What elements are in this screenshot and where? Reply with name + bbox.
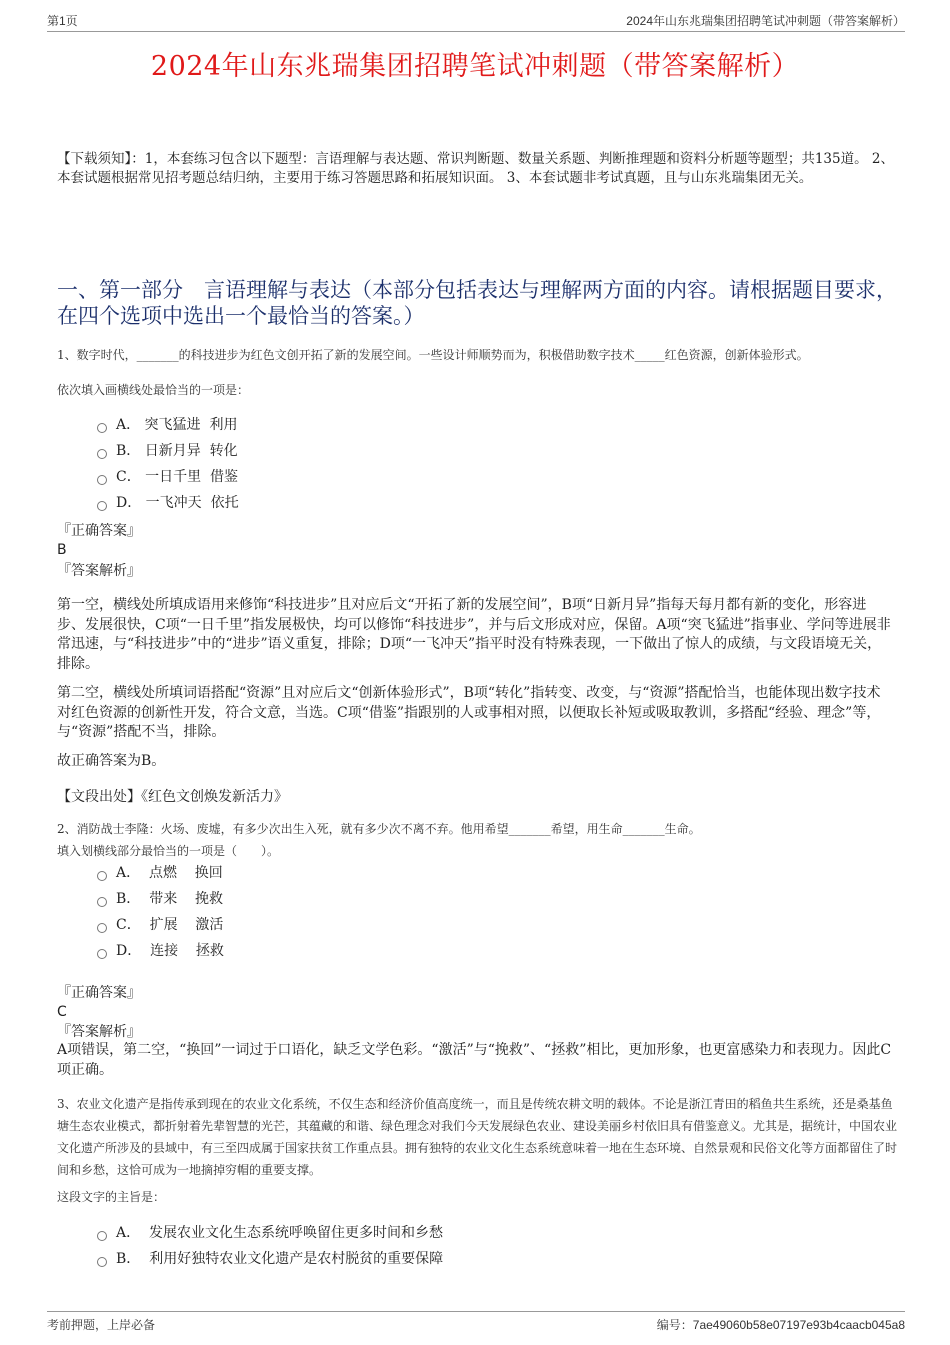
radio-icon[interactable] <box>97 1257 107 1267</box>
q1-option-b[interactable]: B． 日新月异 转化 <box>97 438 239 464</box>
q1-option-c[interactable]: C． 一日千里 借鉴 <box>97 464 239 490</box>
radio-icon[interactable] <box>97 897 107 907</box>
section-heading: 一、第一部分 言语理解与表达（本部分包括表达与理解两方面的内容。请根据题目要求，在四个选项中选出一个最恰当的答案。） <box>57 278 897 328</box>
q2-options <box>97 860 224 964</box>
q2-analysis-label: 『答案解析』 <box>57 1024 141 1040</box>
radio-icon[interactable] <box>97 449 107 459</box>
q3-options <box>97 1220 443 1272</box>
q1-option-a[interactable]: A． 突飞猛进 利用 <box>97 412 239 438</box>
footer-slogan: 考前押题，上岸必备 <box>47 1318 156 1332</box>
q1-source: 【文段出处】《红色文创焕发新活力》 <box>57 789 288 805</box>
radio-icon[interactable] <box>97 949 107 959</box>
q1-answer: B <box>57 542 67 558</box>
footer-doc-id: 编号：7ae49060b58e07197e93b4caacb045a8 <box>656 1318 905 1332</box>
q2-option-a[interactable]: A． 点燃 换回 <box>97 860 224 886</box>
header-doc-title: 2024年山东兆瑞集团招聘笔试冲刺题（带答案解析） <box>626 14 905 28</box>
q1-analysis-conclusion: 故正确答案为B。 <box>57 753 166 769</box>
footer-divider <box>47 1311 905 1312</box>
q2-option-b[interactable]: B． 带来 挽救 <box>97 886 224 912</box>
q1-options <box>97 412 239 516</box>
q2-answer-label: 『正确答案』 <box>57 985 141 1001</box>
header-divider <box>47 31 905 32</box>
q2-stem: 2、消防战士李隆：火场、废墟，有多少次出生入死，就有多少次不离不弃。他用希望_______希望，用生命_______生命。 <box>57 822 701 836</box>
radio-icon[interactable] <box>97 501 107 511</box>
radio-icon[interactable] <box>97 423 107 433</box>
q1-analysis-p1: 第一空，横线处所填成语用来修饰“科技进步”且对应后文“开拓了新的发展空间”，B项“日新月异”指每天每月都有新的变化，形容进步、发展很快，C项“一日千里”指发展极快，均可以修饰“科技进步”，并与后文形成对应，保留。A项“突飞猛进”指事业、学问等进展非常迅速，与“科技进步”中的“进步”语义重复，排除；D项“一飞冲天”指平时没有特殊表现，一下做出了惊人的成绩，与文段语境无关，排除。 <box>57 597 891 672</box>
q1-stem: 1、数字时代，_______的科技进步为红色文创开拓了新的发展空间。一些设计师顺势而为，积极借助数字技术_____红色资源，创新体验形式。 <box>57 348 809 362</box>
q3-option-b[interactable]: B． 利用好独特农业文化遗产是农村脱贫的重要保障 <box>97 1246 443 1272</box>
page-title: 2024年山东兆瑞集团招聘笔试冲刺题（带答案解析） <box>150 51 800 82</box>
radio-icon[interactable] <box>97 923 107 933</box>
page-number: 第1页 <box>47 14 78 28</box>
q1-option-d[interactable]: D． 一飞冲天 依托 <box>97 490 239 516</box>
radio-icon[interactable] <box>97 475 107 485</box>
q1-answer-label: 『正确答案』 <box>57 523 141 539</box>
radio-icon[interactable] <box>97 871 107 881</box>
q1-prompt: 依次填入画横线处最恰当的一项是： <box>57 383 250 397</box>
q2-prompt: 填入划横线部分最恰当的一项是（ ）。 <box>57 844 280 858</box>
q2-answer: C <box>57 1004 67 1020</box>
q1-analysis-p2: 第二空，横线处所填词语搭配“资源”且对应后文“创新体验形式”，B项“转化”指转变、改变，与“资源”搭配恰当，也能体现出数字技术对红色资源的创新性开发，符合文意，当选。C项“借鉴”指跟别的人或事相对照，以便取长补短或吸取教训，多搭配“经验、理念”等，与“资源”搭配不当，排除。 <box>57 685 881 740</box>
q1-analysis-label: 『答案解析』 <box>57 563 141 579</box>
q3-option-a[interactable]: A． 发展农业文化生态系统呼唤留住更多时间和乡愁 <box>97 1220 443 1246</box>
q3-prompt: 这段文字的主旨是： <box>57 1190 166 1204</box>
q2-analysis: A项错误，第二空，“换回”一词过于口语化，缺乏文学色彩。“激活”与“挽救”、“拯救”相比，更加形象，也更富感染力和表现力。因此C项正确。 <box>57 1042 892 1078</box>
q2-option-d[interactable]: D． 连接 拯救 <box>97 938 224 964</box>
radio-icon[interactable] <box>97 1231 107 1241</box>
q2-option-c[interactable]: C． 扩展 激活 <box>97 912 224 938</box>
download-notice: 【下载须知】：1，本套练习包含以下题型：言语理解与表达题、常识判断题、数量关系题、判断推理题和资料分析题等题型；共135道。 2、本套试题根据常见招考题总结归纳，主要用于练习答题思路和拓展知识面。 3、本套试题非考试真题，且与山东兆瑞集团无关。 <box>57 151 894 186</box>
q3-stem: 3、农业文化遗产是指传承到现在的农业文化系统，不仅生态和经济价值高度统一，而且是传统农耕文明的载体。不论是浙江青田的稻鱼共生系统，还是桑基鱼塘生态农业模式，都折射着先辈智慧的光芒，其蕴藏的和谐、绿色理念对我们今天发展绿色农业、建设美丽乡村依旧具有借鉴意义。尤其是，据统计，中国农业文化遗产所涉及的县域中，有三至四成属于国家扶贫工作重点县。拥有独特的农业文化生态系统意味着一地在生态环境、自然景观和民俗文化等方面都留住了时间和乡愁，这恰可成为一地摘掉穷帽的重要支撑。 <box>57 1097 898 1177</box>
